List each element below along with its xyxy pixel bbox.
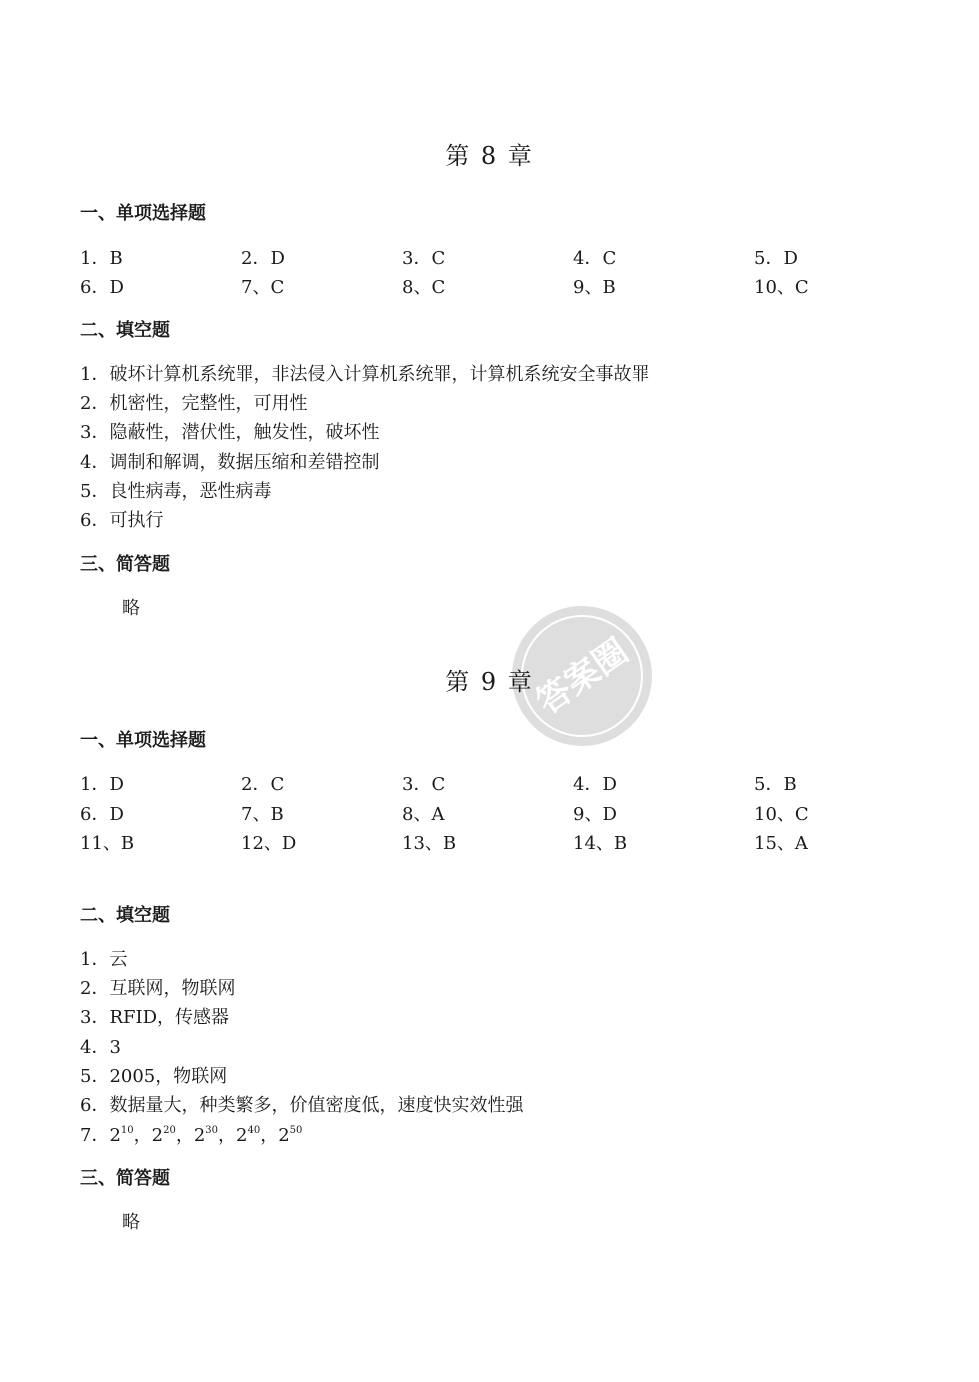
ch8-fill-item: 3．隐蔽性，潜伏性，触发性，破坏性: [80, 422, 380, 443]
ch8-answer: 10、C: [754, 277, 809, 298]
ch9-fill-item: 5．2005，物联网: [80, 1066, 228, 1087]
ch9-fill-item: 1．云: [80, 949, 128, 970]
ch9-section-2-title: 二、填空题: [80, 905, 170, 926]
ch8-fill-item: 2．机密性，完整性，可用性: [80, 393, 308, 414]
ch9-answer: 10、C: [754, 804, 809, 825]
svg-text:答案圈: 答案圈: [529, 631, 636, 723]
ch9-section-3-title: 三、简答题: [80, 1168, 170, 1189]
power-base: 2: [236, 1125, 248, 1146]
ch8-fill-item: 4．调制和解调，数据压缩和差错控制: [80, 452, 380, 473]
ch8-answer: 6．D: [80, 277, 124, 298]
ch8-answer: 8、C: [402, 277, 446, 298]
ch8-section-1-title: 一、单项选择题: [80, 203, 206, 224]
power-separator: ，: [175, 1125, 194, 1146]
ch8-section-3-title: 三、简答题: [80, 554, 170, 575]
ch8-answer: 3．C: [402, 248, 446, 269]
ch9-answer: 3．C: [402, 774, 446, 795]
power-base: 2: [278, 1125, 290, 1146]
ch9-answer: 6．D: [80, 804, 124, 825]
ch9-answer: 15、A: [754, 833, 808, 854]
power-base: 2: [151, 1125, 164, 1146]
ch8-fill-item: 1．破坏计算机系统罪，非法侵入计算机系统罪，计算机系统安全事故罪: [80, 364, 650, 385]
ch9-answer: 2．C: [241, 774, 285, 795]
ch9-section-1-title: 一、单项选择题: [80, 730, 206, 751]
ch9-answer: 11、B: [80, 833, 135, 854]
ch8-answer: 7、C: [241, 277, 285, 298]
ch9-fill-item: 4．3: [80, 1037, 121, 1058]
power-exponent: 40: [247, 1125, 261, 1136]
power-base: 2: [109, 1125, 121, 1146]
chapter-9-title: 第 9 章: [445, 668, 534, 696]
power-exponent: 30: [205, 1125, 219, 1136]
ch8-answer: 1．B: [80, 248, 123, 269]
chapter-8-title: 第 8 章: [445, 142, 534, 170]
ch9-fill-item: 6．数据量大，种类繁多，价值密度低，速度快实效性强: [80, 1095, 524, 1116]
ch9-answer: 1．D: [80, 774, 124, 795]
ch9-answer: 8、A: [402, 804, 445, 825]
power-exponent: 50: [289, 1125, 303, 1136]
ch9-fill-item-powers: [80, 1121, 302, 1147]
ch8-answer: 9、B: [573, 277, 616, 298]
power-exponent: 20: [163, 1125, 176, 1136]
power-separator: ，: [260, 1125, 279, 1146]
ch9-section-3-body: 略: [122, 1212, 140, 1233]
ch9-answer: 13、B: [402, 833, 457, 854]
ch8-section-2-title: 二、填空题: [80, 320, 170, 341]
ch8-answer: 5．D: [754, 248, 798, 269]
ch9-fill-item: 3．RFID，传感器: [80, 1007, 230, 1028]
power-separator: ，: [133, 1125, 152, 1146]
power-base: 2: [193, 1125, 206, 1146]
ch8-section-3-body: 略: [122, 598, 140, 619]
ch9-answer: 14、B: [573, 833, 628, 854]
power-exponent: 10: [120, 1125, 134, 1136]
power-separator: ，: [218, 1125, 237, 1146]
ch9-answer: 9、D: [573, 804, 617, 825]
ch8-answer: 4．C: [573, 248, 617, 269]
ch9-answer: 5．B: [754, 774, 797, 795]
ch9-answer: 7、B: [241, 804, 284, 825]
ch9-answer: 4．D: [573, 774, 617, 795]
ch9-fill-item: 2．互联网，物联网: [80, 978, 236, 999]
ch9-answer: 12、D: [241, 833, 297, 854]
ch8-fill-item: 6．可执行: [80, 510, 164, 531]
powers-prefix: 7．: [80, 1125, 110, 1146]
ch8-fill-item: 5．良性病毒，恶性病毒: [80, 481, 272, 502]
ch8-answer: 2．D: [241, 248, 285, 269]
